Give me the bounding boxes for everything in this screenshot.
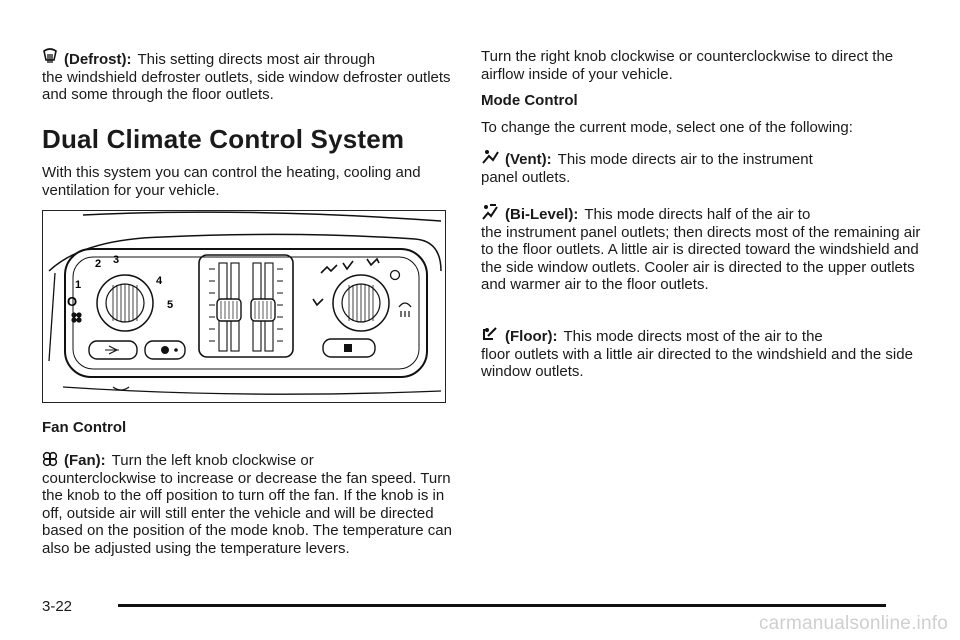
- right-knob-paragraph: Turn the right knob clockwise or counterclockwise to direct the airflow inside of your vehicle.: [481, 48, 894, 83]
- fan-text-first: Turn the left knob clockwise or: [111, 452, 314, 469]
- floor-text-rest: floor outlets with a little air directed to the windshield and the side window outlets.: [481, 345, 913, 380]
- climate-control-figure: [42, 210, 446, 403]
- defrost-text-rest: the windshield defroster outlets, side window defroster outlets and some through the floor outlets.: [42, 68, 451, 103]
- fan-paragraph: [42, 451, 452, 557]
- fan-speed-5: 5: [167, 299, 174, 311]
- intro-paragraph: With this system you can control the heating, cooling and ventilation for your vehicle.: [42, 164, 421, 199]
- mode-intro-paragraph: To change the current mode, select one of the following:: [481, 119, 853, 136]
- fan-speed-4: 4: [156, 275, 163, 287]
- page-title: Dual Climate Control System: [42, 124, 405, 154]
- vent-text-first: This mode directs air to the instrument: [557, 151, 813, 168]
- defrost-text-first: This setting directs most air through: [137, 51, 376, 68]
- bilevel-paragraph: [481, 203, 921, 294]
- footer-rule: [118, 604, 886, 607]
- vent-paragraph: [481, 148, 921, 186]
- fan-off-label: O: [67, 294, 78, 309]
- fan-speed-1: 1: [75, 279, 82, 291]
- defrost-paragraph: [42, 48, 452, 104]
- fan-text-rest: counterclockwise to increase or decrease the fan speed. Turn the knob to the off position to turn off the fan. If the knob is in off, outside air will still enter the vehicle and will be directed based on the position of the mode knob. The temperature can also be adjusted using the temperature levers.: [42, 469, 452, 557]
- bi-level-mode-icon: [481, 203, 499, 221]
- fan-icon: [42, 451, 58, 467]
- bilevel-label: (Bi-Level):: [505, 206, 579, 223]
- bilevel-text-first: This mode directs half of the air to: [584, 206, 811, 223]
- fan-label: (Fan):: [64, 452, 106, 469]
- page-number: 3-22: [42, 598, 73, 615]
- vent-mode-icon: [481, 148, 499, 166]
- defrost-label: (Defrost):: [64, 51, 132, 68]
- watermark: carmanualsonline.info: [758, 613, 948, 634]
- defrost-icon: [42, 48, 58, 66]
- bilevel-text-rest: the instrument panel outlets; then directs most of the remaining air to the floor outlets. A little air is directed toward the windshield and the side window outlets. Cooler air is directed to the upper outlets and warmer air to the floor outlets.: [481, 223, 921, 293]
- floor-text-first: This mode directs most of the air to the: [563, 328, 823, 345]
- vent-text-rest: panel outlets.: [481, 168, 571, 186]
- mode-control-heading: Mode Control: [481, 92, 578, 109]
- climate-control-panel-illustration: [43, 211, 445, 402]
- fan-control-heading: Fan Control: [42, 419, 127, 436]
- vent-label: (Vent):: [505, 151, 552, 168]
- floor-label: (Floor):: [505, 328, 558, 345]
- floor-mode-icon: [481, 325, 499, 343]
- floor-paragraph: [481, 325, 921, 381]
- fan-speed-3: 3: [113, 254, 120, 266]
- fan-speed-2: 2: [95, 258, 102, 270]
